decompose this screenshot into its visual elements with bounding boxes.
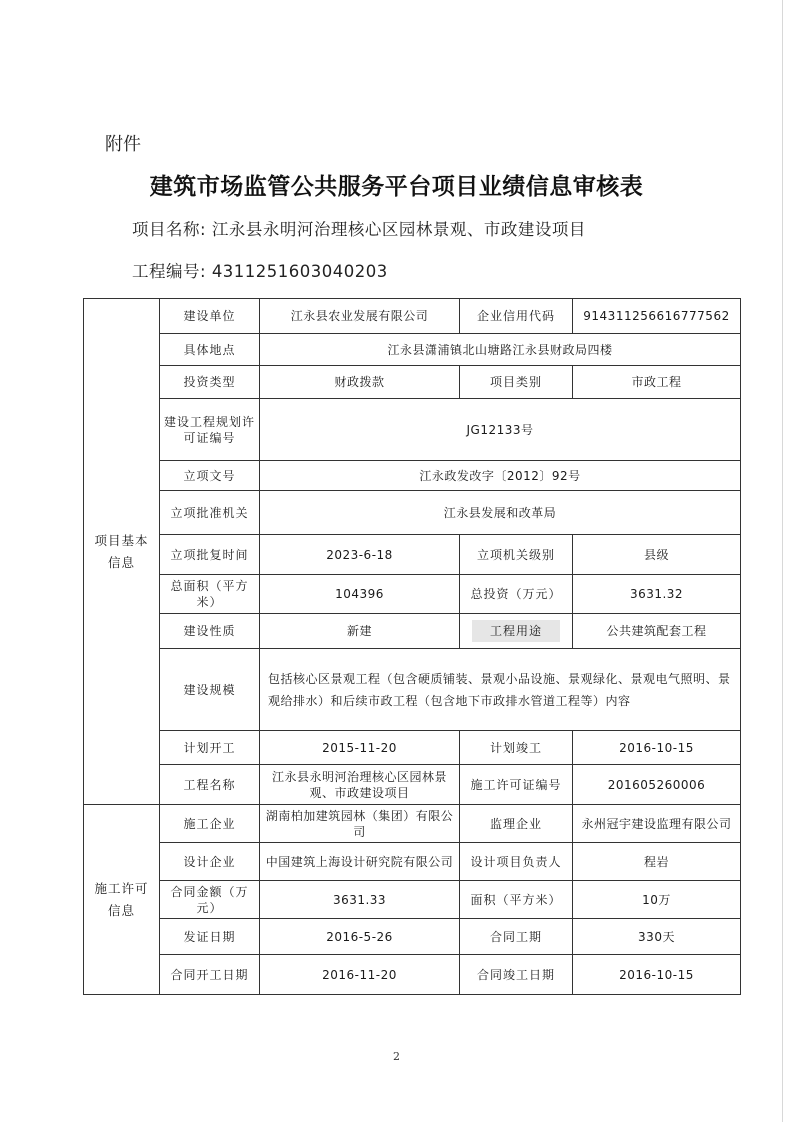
credit-code-value: 914311256616777562 [573,299,741,334]
contract-period-value: 330天 [573,919,741,955]
approval-date-value: 2023-6-18 [260,535,460,575]
issue-date-label: 发证日期 [160,919,260,955]
approval-authority-value: 江永县发展和改革局 [260,491,741,535]
table-row [84,491,741,535]
investment-type-label: 投资类型 [160,366,260,399]
issue-date-value: 2016-5-26 [260,919,460,955]
authority-level-value: 县级 [573,535,741,575]
permit-no-label: 施工许可证编号 [460,765,573,805]
nature-value: 新建 [260,614,460,649]
table-row [84,535,741,575]
investment-type-value: 财政拨款 [260,366,460,399]
project-name-value: 江永县永明河治理核心区园林景观、市政建设项目 [211,220,586,239]
designer-value: 中国建筑上海设计研究院有限公司 [260,843,460,881]
table-row [84,765,741,805]
supervisor-label: 监理企业 [460,805,573,843]
supervisor-value: 永州冠宇建设监理有限公司 [573,805,741,843]
builder-label: 建设单位 [160,299,260,334]
credit-code-label: 企业信用代码 [460,299,573,334]
planned-start-value: 2015-11-20 [260,731,460,765]
total-area-label: 总面积（平方米） [160,575,260,614]
project-code-value: 4311251603040203 [211,262,388,281]
approval-authority-label: 立项批准机关 [160,491,260,535]
table-row [84,614,741,649]
nature-label: 建设性质 [160,614,260,649]
planned-completion-label: 计划竣工 [460,731,573,765]
total-area-value: 104396 [260,575,460,614]
usage-label-cell [460,614,573,649]
scale-label: 建设规模 [160,649,260,731]
location-value: 江永县潇浦镇北山塘路江永县财政局四楼 [260,334,741,366]
contract-completion-value: 2016-10-15 [573,955,741,995]
section-permit-info [84,805,160,995]
table-row [84,649,741,731]
contractor-label: 施工企业 [160,805,260,843]
permit-project-name-value: 江永县永明河治理核心区园林景观、市政建设项目 [260,765,460,805]
table-row [84,881,741,919]
table-row [84,805,741,843]
table-row [84,575,741,614]
attachment-label: 附件 [105,134,141,155]
project-category-label: 项目类别 [460,366,573,399]
contract-completion-label: 合同竣工日期 [460,955,573,995]
table-row [84,731,741,765]
planned-start-label: 计划开工 [160,731,260,765]
project-code-line [132,258,388,282]
area-value: 10万 [573,881,741,919]
contract-amount-value: 3631.33 [260,881,460,919]
permit-no-value: 201605260006 [573,765,741,805]
section-permit-label: 施工许可信息 [94,880,149,918]
permit-project-name-label: 工程名称 [160,765,260,805]
table-row [84,843,741,881]
planned-completion-value: 2016-10-15 [573,731,741,765]
contract-start-label: 合同开工日期 [160,955,260,995]
approval-date-label: 立项批复时间 [160,535,260,575]
project-code-label: 工程编号: [132,262,207,281]
scale-value: 包括核心区景观工程（包含硬质铺装、景观小品设施、景观绿化、景观电气照明、景观给排水）和后续市政工程（包含地下市政排水管道工程等）内容 [268,671,731,708]
audit-table [83,298,741,995]
approval-doc-label: 立项文号 [160,461,260,491]
table-row [84,955,741,995]
builder-value: 江永县农业发展有限公司 [260,299,460,334]
contract-period-label: 合同工期 [460,919,573,955]
usage-value: 公共建筑配套工程 [573,614,741,649]
table-row [84,461,741,491]
total-investment-value: 3631.32 [573,575,741,614]
section-basic-label: 项目基本信息 [94,532,149,570]
scale-cell [260,649,741,731]
approval-doc-value: 江永政发改字〔2012〕92号 [260,461,741,491]
total-investment-label: 总投资（万元） [460,575,573,614]
location-label: 具体地点 [160,334,260,366]
table-row [84,399,741,461]
contract-amount-label: 合同金额（万元） [160,881,260,919]
table-row [84,299,741,334]
table-row [84,366,741,399]
contract-start-value: 2016-11-20 [260,955,460,995]
design-lead-label: 设计项目负责人 [460,843,573,881]
project-category-value: 市政工程 [573,366,741,399]
page-title: 建筑市场监管公共服务平台项目业绩信息审核表 [149,173,644,200]
section-basic-info [84,299,160,805]
usage-label: 工程用途 [472,620,560,642]
design-lead-value: 程岩 [573,843,741,881]
authority-level-label: 立项机关级别 [460,535,573,575]
page-number: 2 [393,1050,400,1063]
designer-label: 设计企业 [160,843,260,881]
project-name-label: 项目名称: [132,220,207,239]
project-name-line [132,216,586,240]
area-label: 面积（平方米） [460,881,573,919]
table-row [84,334,741,366]
table-row [84,919,741,955]
planning-permit-value: JG12133号 [260,399,741,461]
contractor-value: 湖南柏加建筑园林（集团）有限公司 [260,805,460,843]
planning-permit-label: 建设工程规划许可证编号 [160,399,260,461]
